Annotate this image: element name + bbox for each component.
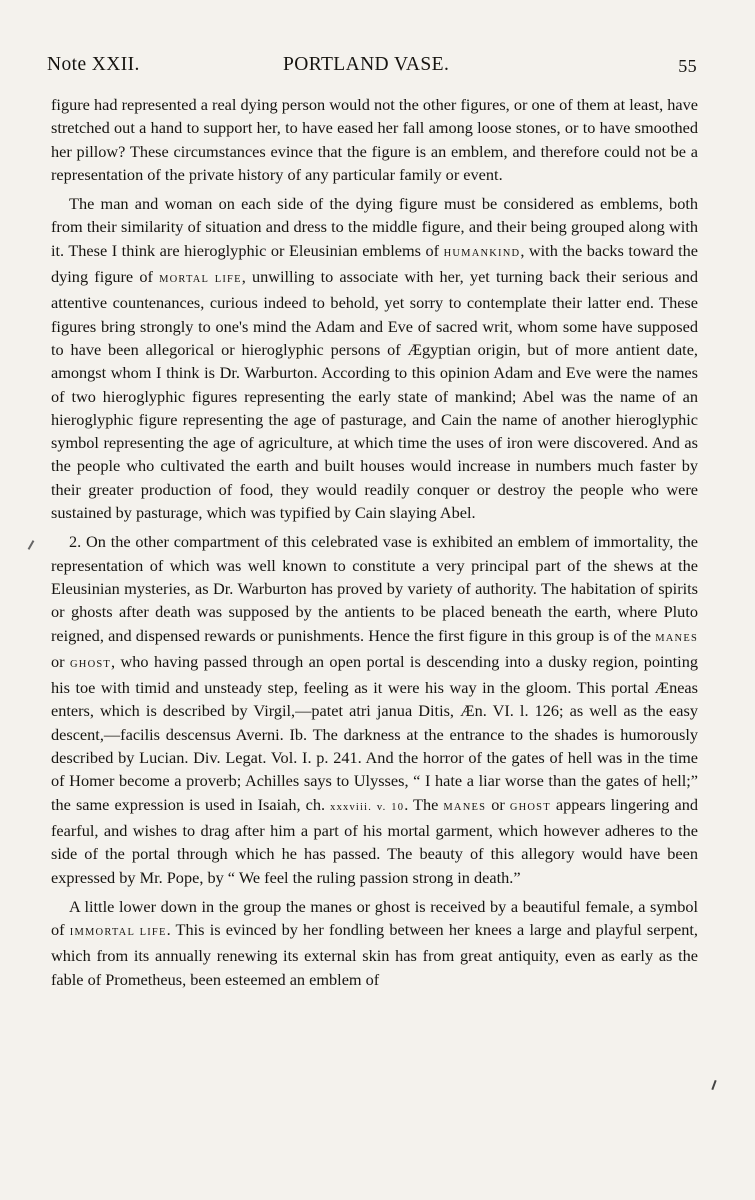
paragraph-text: A little lower down in the group the manes or ghost is received by a beautiful female, a symbol of [51,896,698,940]
paragraph-text: figure had represented a real dying person would not the other figures, or one of them at least, have stretched out a hand to support her, to have eased her fall among loose stones, or to have smoothed her pillow? These circumstances evince that the figure is an emblem, and therefore could not be a representation of the private history of any particular family or event. [51,95,698,184]
paragraph-text: 2. On the other compartment of this celebrated vase is exhibited an emblem of immortality, the representation of which was well known to constitute a very principal part of the shews at the Eleusinian mysteries, as Dr. Warburton has proved by variety of authority. The habitation of spirits or ghosts after death was supposed by the antients to be placed beneath the earth, where Pluto reigned, and dispensed rewards or punishments. Hence the first figure in this group is of the [51,532,698,645]
small-caps-term: GHOST [509,801,551,813]
paragraph-text: , with the backs toward the dying figure of [51,240,698,287]
paragraph-text: . This is evinced by her fondling between her knees a large and playful serpent, which from its annually renewing its external skin has from great antiquity, even as early as the fable of Prometheus, been esteemed an emblem of [51,920,699,989]
paragraph-text: The man and woman on each side of the dying figure must be considered as emblems, both from their similarity of situation and dress to the middle figure, and their being grouped along with it. These I think are hieroglyphic or Eleusinian emblems of [51,194,698,260]
paragraph-4 [51,895,698,991]
ink-mark [711,1080,716,1090]
running-header [47,54,697,84]
paragraph-3 [51,530,698,888]
small-caps-term: MORTAL LIFE [159,274,242,286]
page-title: PORTLAND VASE. [283,54,450,75]
body-text [51,93,698,997]
paragraph-text: appears lingering and fearful, and wishes to drag after him a part of his mortal garment, which however adheres to the side of the portal through which he has passed. The beauty of this allegory would have been expressed by Mr. Pope, by “ We feel the ruling passion strong in death.” [51,794,698,887]
small-caps-term: xxxviii. v. 10 [330,801,405,813]
paragraph-text: , who having passed through an open portal is descending into a dusky region, pointing his toe with timid and unsteady step, feeling as it were his way in the gloom. This portal Æneas enters, which is described by Virgil,—patet atri janua Ditis, Æn. VI. l. 126; as well as the easy descent,—facilis descensus Averni. Ib. The darkness at the entrance to the shades is humorously described by Lucian. Div. Legat. Vol. I. p. 241. And the horror of the gates of hell was in the time of Homer become a proverb; Achilles says to Ulysses, “ I hate a liar worse than the gates of hell;” the same expression is used in Isaiah, ch. [51,651,698,814]
small-caps-term: MANES [655,632,698,644]
small-caps-term: GHOST [70,658,112,670]
paragraph-text: or [486,794,510,814]
small-caps-term: IMMORTAL LIFE [69,927,167,939]
paragraph-2 [51,192,698,524]
ink-mark [28,540,35,550]
paragraph-1 [51,93,698,186]
small-caps-term: MANES [443,801,487,813]
small-caps-term: HUMANKIND [443,247,521,259]
paragraph-text: or [51,651,70,671]
note-label: Note XXII. [47,54,140,75]
page-number: 55 [678,56,697,76]
paragraph-text: , unwilling to associate with her, yet turning back their serious and attentive countenances, curious indeed to behold, yet sorry to contemplate their latter end. These figures bring strongly to one's mind the Adam and Eve of sacred writ, whom some have supposed to have been allegorical or hieroglyphic persons of Ægyptian origin, but of more antient date, amongst whom I think is Dr. Warburton. According to this opinion Adam and Eve were the names of two hieroglyphic figures representing the early state of mankind; Abel was the name of an hieroglyphic figure representing the age of pasturage, and Cain the name of another hieroglyphic symbol representing the age of agriculture, at which time the uses of iron were discovered. And as the people who cultivated the earth and built houses would increase in numbers much faster by their greater production of food, they would readily conquer or destroy the people who were sustained by pasturage, which was typified by Cain slaying Abel. [51,267,699,523]
paragraph-text: . The [404,794,444,814]
